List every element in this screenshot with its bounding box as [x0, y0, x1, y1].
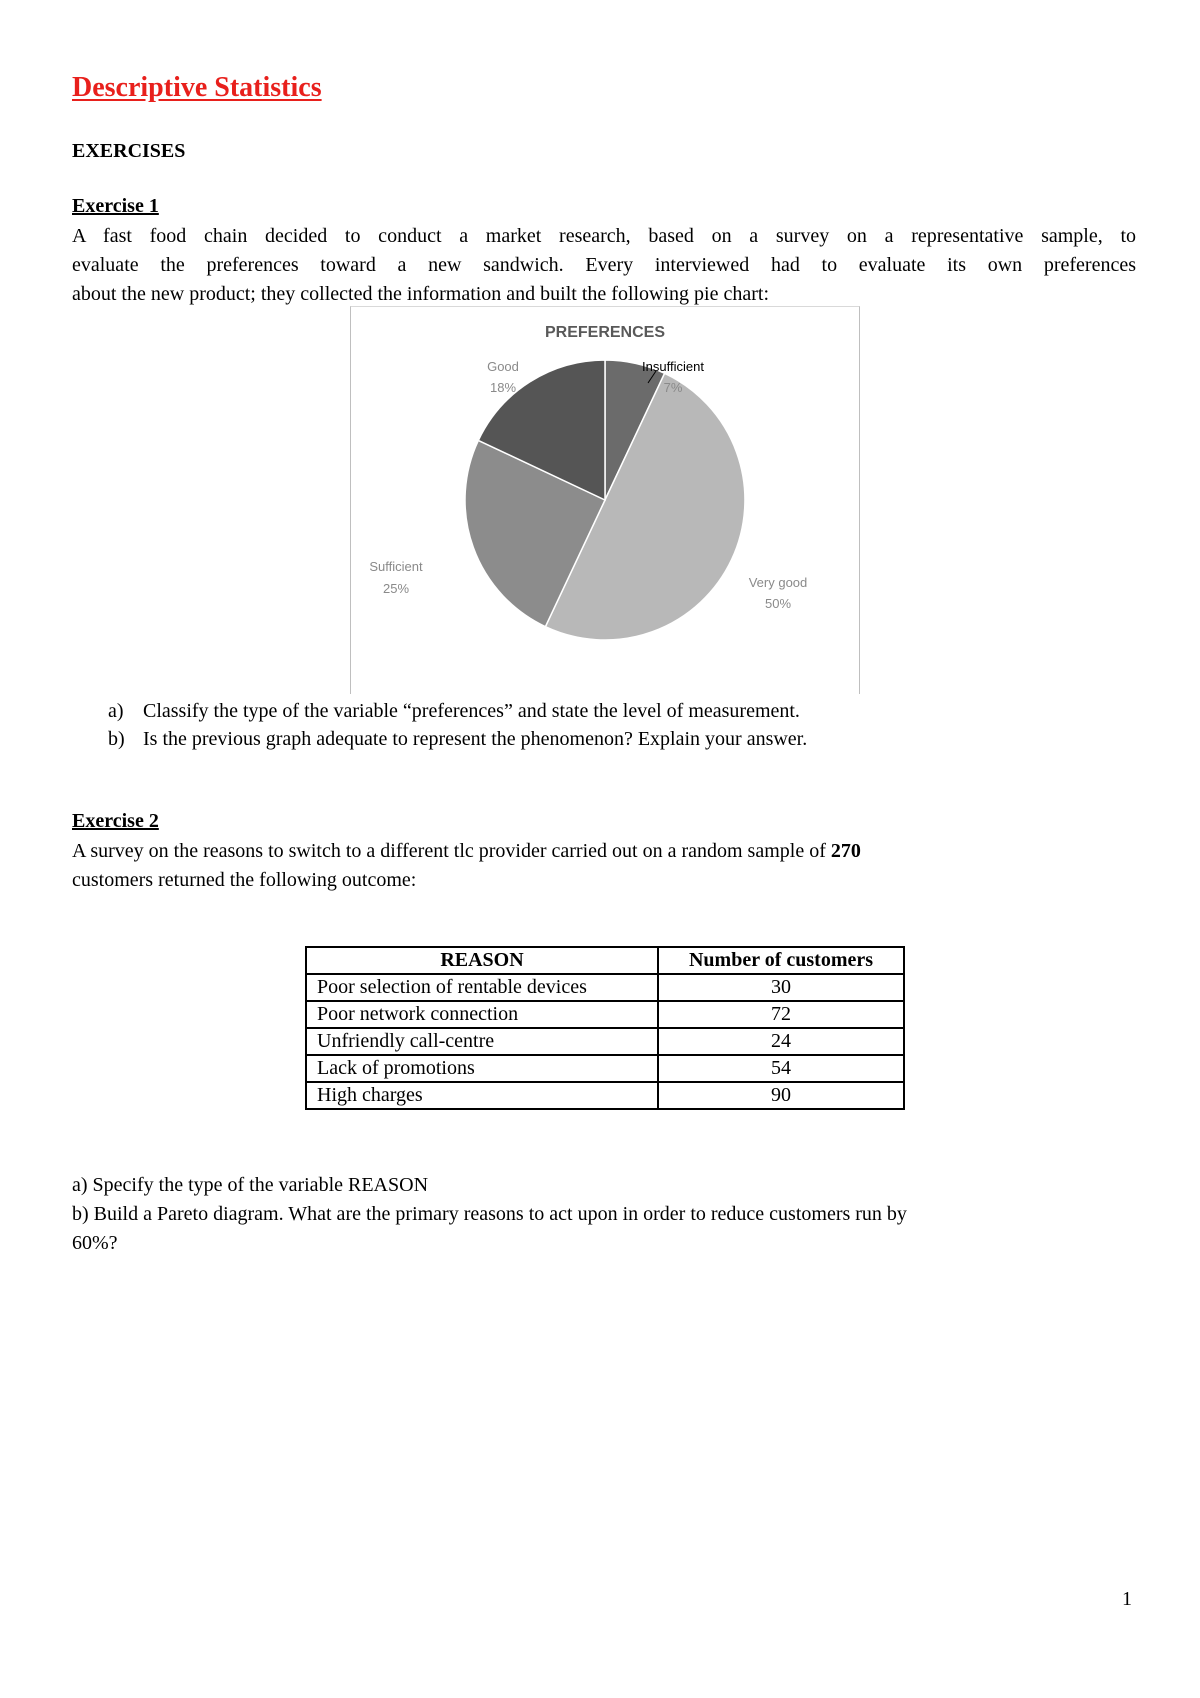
table-cell: 54 [658, 1055, 904, 1082]
table-header: Number of customers [658, 947, 904, 974]
pie-chart-svg [351, 307, 859, 694]
table-cell: 90 [658, 1082, 904, 1109]
exercise-2-line [72, 837, 861, 866]
slice-value-sufficient: 25% [382, 581, 410, 596]
chart-title: PREFERENCES [544, 324, 666, 341]
table-cell: High charges [306, 1082, 658, 1109]
question-label: a) [108, 700, 124, 722]
table-cell: Poor network connection [306, 1001, 658, 1028]
question-text: Classify the type of the variable “preferences” and state the level of measurement. [143, 700, 800, 722]
exercise-1-heading: Exercise 1 [72, 195, 159, 217]
exercise-2-line-text: A survey on the reasons to switch to a different tlc provider carried out on a random sample of [72, 840, 831, 862]
page-number: 1 [1122, 1588, 1132, 1610]
slice-value-insufficient: 7% [663, 380, 683, 395]
exercise-1-line: about the new product; they collected the information and built the following pie chart: [72, 283, 770, 305]
exercise-2-heading: Exercise 2 [72, 810, 159, 832]
table-row [306, 1055, 904, 1082]
question-text: Is the previous graph adequate to represent the phenomenon? Explain your answer. [143, 728, 808, 750]
exercise-1-text [72, 222, 1136, 309]
question-b-line: b) Build a Pareto diagram. What are the primary reasons to act upon in order to reduce customers run by [72, 1203, 907, 1225]
table-cell: 24 [658, 1028, 904, 1055]
table-cell: Poor selection of rentable devices [306, 974, 658, 1001]
slice-label-very-good: Very good [748, 575, 808, 590]
table-header-row [306, 947, 904, 974]
sample-size: 270 [830, 840, 861, 862]
slice-label-good: Good [487, 359, 519, 374]
page-title: Descriptive Statistics [72, 72, 322, 103]
table-header: REASON [306, 947, 658, 974]
table-cell: 72 [658, 1001, 904, 1028]
exercise-2-line: customers returned the following outcome: [72, 869, 417, 891]
slice-label-insufficient: Insufficient [642, 359, 704, 374]
question-b-line: 60%? [72, 1232, 118, 1254]
slice-value-good: 18% [489, 380, 517, 395]
question-b [108, 725, 807, 753]
table-cell: 30 [658, 974, 904, 1001]
table-cell: Lack of promotions [306, 1055, 658, 1082]
pie-chart [350, 306, 860, 694]
table-row [306, 974, 904, 1001]
exercise-2-questions [72, 1171, 1136, 1258]
slice-value-very-good: 50% [764, 596, 792, 611]
exercise-2-text [72, 837, 861, 895]
exercise-1-line: evaluate the preferences toward a new sandwich. Every interviewed had to evaluate its own preferences [72, 254, 1136, 276]
exercise-1-questions [108, 697, 807, 753]
question-a [108, 697, 807, 725]
table-row [306, 1028, 904, 1055]
slice-label-sufficient: Sufficient [369, 559, 423, 574]
table-row [306, 1001, 904, 1028]
reasons-table [305, 946, 905, 1110]
section-heading: EXERCISES [72, 140, 186, 162]
exercise-1-line: A fast food chain decided to conduct a market research, based on a survey on a representative sample, to [72, 225, 1136, 247]
question-a: a) Specify the type of the variable REASON [72, 1174, 429, 1196]
table-row [306, 1082, 904, 1109]
table-cell: Unfriendly call-centre [306, 1028, 658, 1055]
question-label: b) [108, 728, 125, 750]
